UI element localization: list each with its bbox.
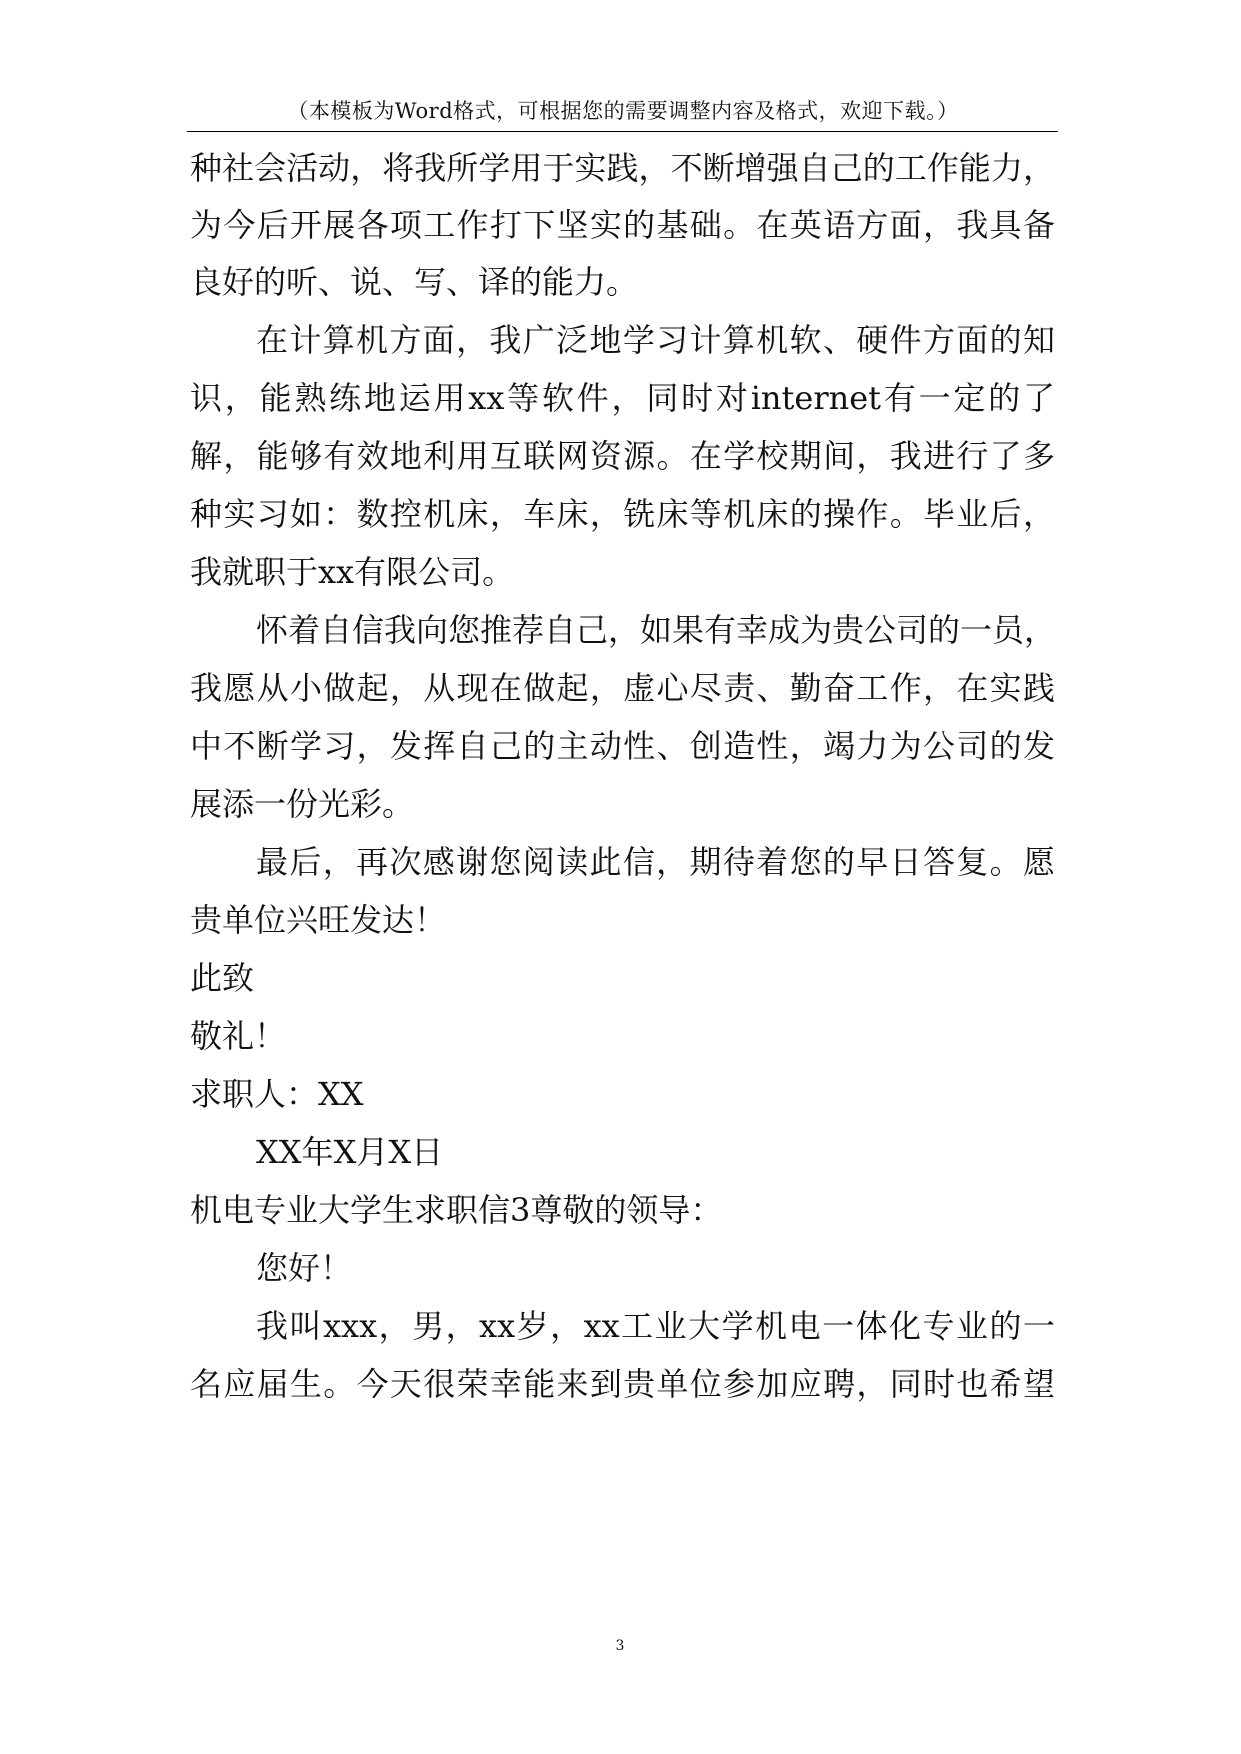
body-line-22: 名应届生。今天很荣幸能来到贵单位参加应聘，同时也希望 — [190, 1365, 1055, 1403]
letter-date: XX年X月X日 — [256, 1133, 444, 1171]
body-line-7: 种实习如：数控机床，车床，铣床等机床的操作。毕业后， — [190, 495, 1055, 533]
body-line-10: 我愿从小做起，从现在做起，虚心尽责、勤奋工作，在实践 — [190, 669, 1055, 707]
body-line-11: 中不断学习，发挥自己的主动性、创造性，竭力为公司的发 — [190, 727, 1055, 765]
body-line-9: 怀着自信我向您推荐自己，如果有幸成为贵公司的一员， — [256, 611, 1057, 649]
next-letter-heading: 机电专业大学生求职信3尊敬的领导： — [190, 1191, 723, 1229]
body-line-6: 解，能够有效地利用互联网资源。在学校期间，我进行了多 — [190, 437, 1055, 475]
applicant-signature: 求职人：XX — [190, 1075, 364, 1113]
closing-salute: 敬礼！ — [190, 1017, 287, 1055]
body-line-14: 贵单位兴旺发达！ — [190, 901, 447, 939]
body-line-21: 我叫xxx，男，xx岁，xx工业大学机电一体化专业的一 — [256, 1307, 1055, 1345]
body-line-12: 展添一份光彩。 — [190, 785, 415, 823]
header-divider — [187, 131, 1058, 132]
salutation: 您好！ — [256, 1249, 353, 1287]
page-number: 3 — [615, 1638, 625, 1654]
body-line-13: 最后，再次感谢您阅读此信，期待着您的早日答复。愿 — [256, 843, 1055, 881]
template-header-note: （本模板为Word格式，可根据您的需要调整内容及格式，欢迎下载。） — [287, 99, 959, 123]
body-line-2: 为今后开展各项工作打下坚实的基础。在英语方面，我具备 — [190, 206, 1055, 244]
body-line-5: 识，能熟练地运用xx等软件，同时对internet有一定的了 — [190, 379, 1055, 417]
body-line-3: 良好的听、说、写、译的能力。 — [190, 263, 639, 301]
body-line-4: 在计算机方面，我广泛地学习计算机软、硬件方面的知 — [256, 321, 1055, 359]
body-line-1: 种社会活动，将我所学用于实践，不断增强自己的工作能力， — [190, 149, 1055, 187]
body-line-8: 我就职于xx有限公司。 — [190, 553, 515, 591]
closing-greeting: 此致 — [190, 959, 255, 997]
